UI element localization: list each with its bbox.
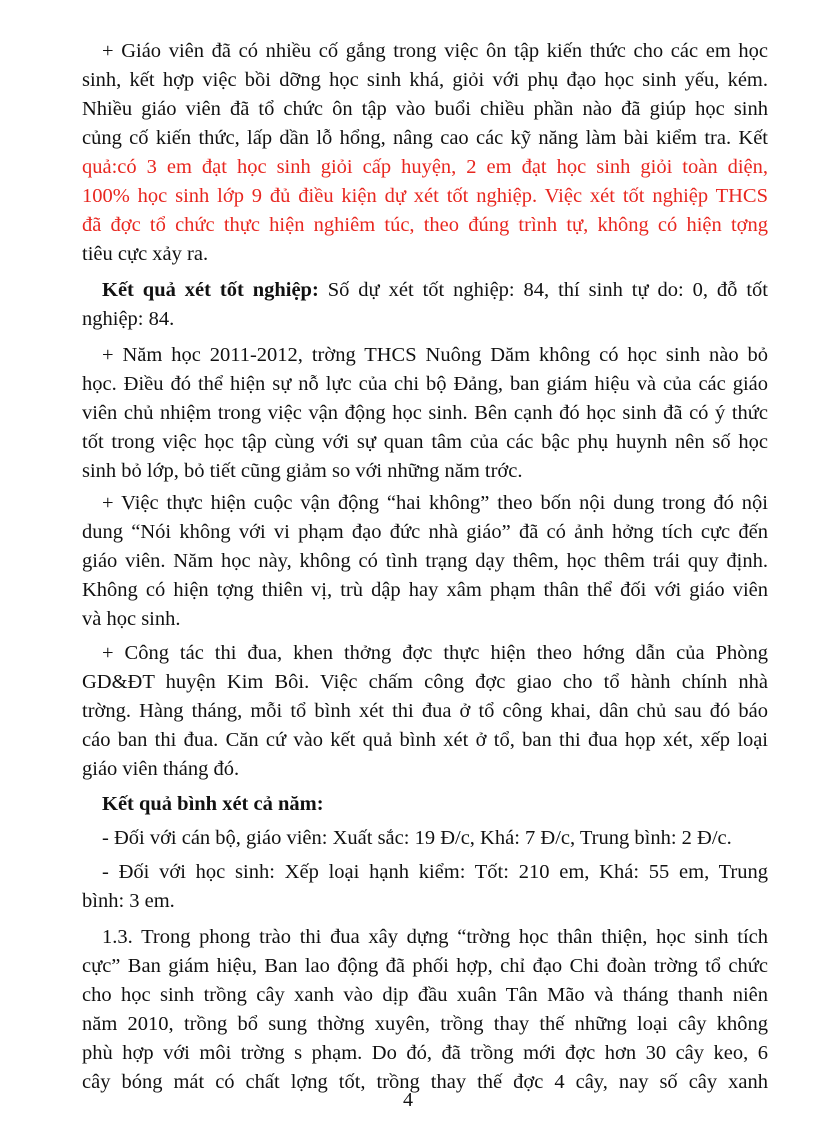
graduation-result-heading: Kết quả xét tốt nghiệp: (102, 279, 319, 301)
paragraph-3-line-3: viên chủ nhiệm trong việc vận động học sinh. Bên cạnh đó học sinh đã có ý thức (82, 402, 768, 424)
paragraph-5-line-1: + Công tác thi đua, khen thởng đợc thực hiện theo hớng dẫn của Phòng (102, 642, 768, 664)
paragraph-4-line-2: dung “Nói không với vi phạm đạo đức nhà giáo” đã có ảnh hởng tích cực đến (82, 521, 768, 543)
student-evaluation-line-2: bình: 3 em. (82, 890, 175, 912)
paragraph-4-line-1: + Việc thực hiện cuộc vận động “hai không” theo bốn nội dung trong đó nội (102, 492, 768, 514)
paragraph-1-line-4: củng cố kiến thức, lấp dần lỗ hổng, nâng cao các kỹ năng làm bài kiểm tra. Kết (82, 127, 768, 149)
paragraph-4-line-4: Không có hiện tợng thiên vị, trù dập hay xâm phạm thân thể đối với giáo viên (82, 579, 768, 601)
paragraph-1-red-line-1: quả:có 3 em đạt học sinh giỏi cấp huyện, 2 em đạt học sinh giỏi toàn diện, (82, 156, 768, 178)
paragraph-5-line-2: GD&ĐT huyện Kim Bôi. Việc chấm công đợc giao cho tổ hành chính nhà (82, 671, 768, 693)
paragraph-3-line-1: + Năm học 2011-2012, trờng THCS Nuông Dăm không có học sinh nào bỏ (102, 344, 768, 366)
paragraph-1-line-3: Nhiều giáo viên đã tổ chức ôn tập vào buổi chiều phần nào đã giúp học sinh (82, 98, 768, 120)
yearly-evaluation-heading (102, 791, 768, 817)
paragraph-1-red-line-2: 100% học sinh lớp 9 đủ điều kiện dự xét tốt nghiệp. Việc xét tốt nghiệp THCS (82, 185, 768, 207)
paragraph-1-line-2: sinh, kết hợp việc bồi dỡng học sinh khá, giỏi với phụ đạo học sinh yếu, kém. (82, 69, 768, 91)
paragraph-5-line-4: cáo ban thi đua. Căn cứ vào kết quả bình xét ở tổ, ban thi đua họp xét, xếp loại (82, 729, 768, 751)
paragraph-5-line-3: trờng. Hàng tháng, mỗi tổ bình xét thi đua ở tổ công khai, dân chủ sau đó báo (82, 700, 768, 722)
graduation-result-text: Số dự xét tốt nghiệp: 84, thí sinh tự do: 0, đỗ tốt (318, 279, 768, 301)
paragraph-3-line-4: tốt trong việc học tập cùng với sự quan tâm của các bậc phụ huynh nên số học (82, 431, 768, 453)
section-1-3-line-6: cây bóng mát có chất lợng tốt, trồng thay thế đợc 4 cây, nay số cây xanh (82, 1071, 768, 1093)
yearly-evaluation-heading-text: Kết quả bình xét cả năm: (102, 793, 324, 815)
section-1-3-line-2: cực” Ban giám hiệu, Ban lao động đã phối hợp, chỉ đạo Chi đoàn trờng tổ chức (82, 955, 768, 977)
paragraph-4-line-5: và học sinh. (82, 608, 181, 630)
paragraph-5-line-5: giáo viên tháng đó. (82, 758, 240, 780)
paragraph-1-last-line: tiêu cực xảy ra. (82, 243, 209, 265)
paragraph-4-line-3: giáo viên. Năm học này, không có tình trạng dạy thêm, học thêm trái quy định. (82, 550, 768, 572)
paragraph-1-line-1: + Giáo viên đã có nhiều cố gắng trong việc ôn tập kiến thức cho các em học (102, 40, 768, 62)
section-1-3-line-4: năm 2010, trồng bổ sung thờng xuyên, trồng thay thế những loại cây không (82, 1013, 768, 1035)
paragraph-1-red-line-3: đã đợc tổ chức thực hiện nghiêm túc, theo đúng trình tự, không có hiện tợng (82, 214, 768, 236)
student-evaluation-line-1: - Đối với học sinh: Xếp loại hạnh kiểm: Tốt: 210 em, Khá: 55 em, Trung (102, 861, 768, 883)
graduation-result-line-1 (102, 277, 768, 303)
graduation-result-line-2: nghiệp: 84. (82, 308, 175, 330)
section-1-3-line-1: 1.3. Trong phong trào thi đua xây dựng “trờng học thân thiện, học sinh tích (102, 926, 768, 948)
page-number: 4 (403, 1089, 413, 1111)
staff-evaluation-line: - Đối với cán bộ, giáo viên: Xuất sắc: 19 Đ/c, Khá: 7 Đ/c, Trung bình: 2 Đ/c. (102, 827, 732, 849)
paragraph-3-line-2: học. Điều đó thể hiện sự nỗ lực của chi bộ Đảng, ban giám hiệu và của các giáo (82, 373, 768, 395)
paragraph-3-line-5: sinh bỏ lớp, bỏ tiết cũng giảm so với những năm trớc. (82, 460, 523, 482)
section-1-3-line-3: cho học sinh trồng cây xanh vào dịp đầu xuân Tân Mão và tháng thanh niên (82, 984, 768, 1006)
section-1-3-line-5: phù hợp với môi trờng s phạm. Do đó, đã trồng mới đợc hơn 30 cây keo, 6 (82, 1042, 768, 1064)
